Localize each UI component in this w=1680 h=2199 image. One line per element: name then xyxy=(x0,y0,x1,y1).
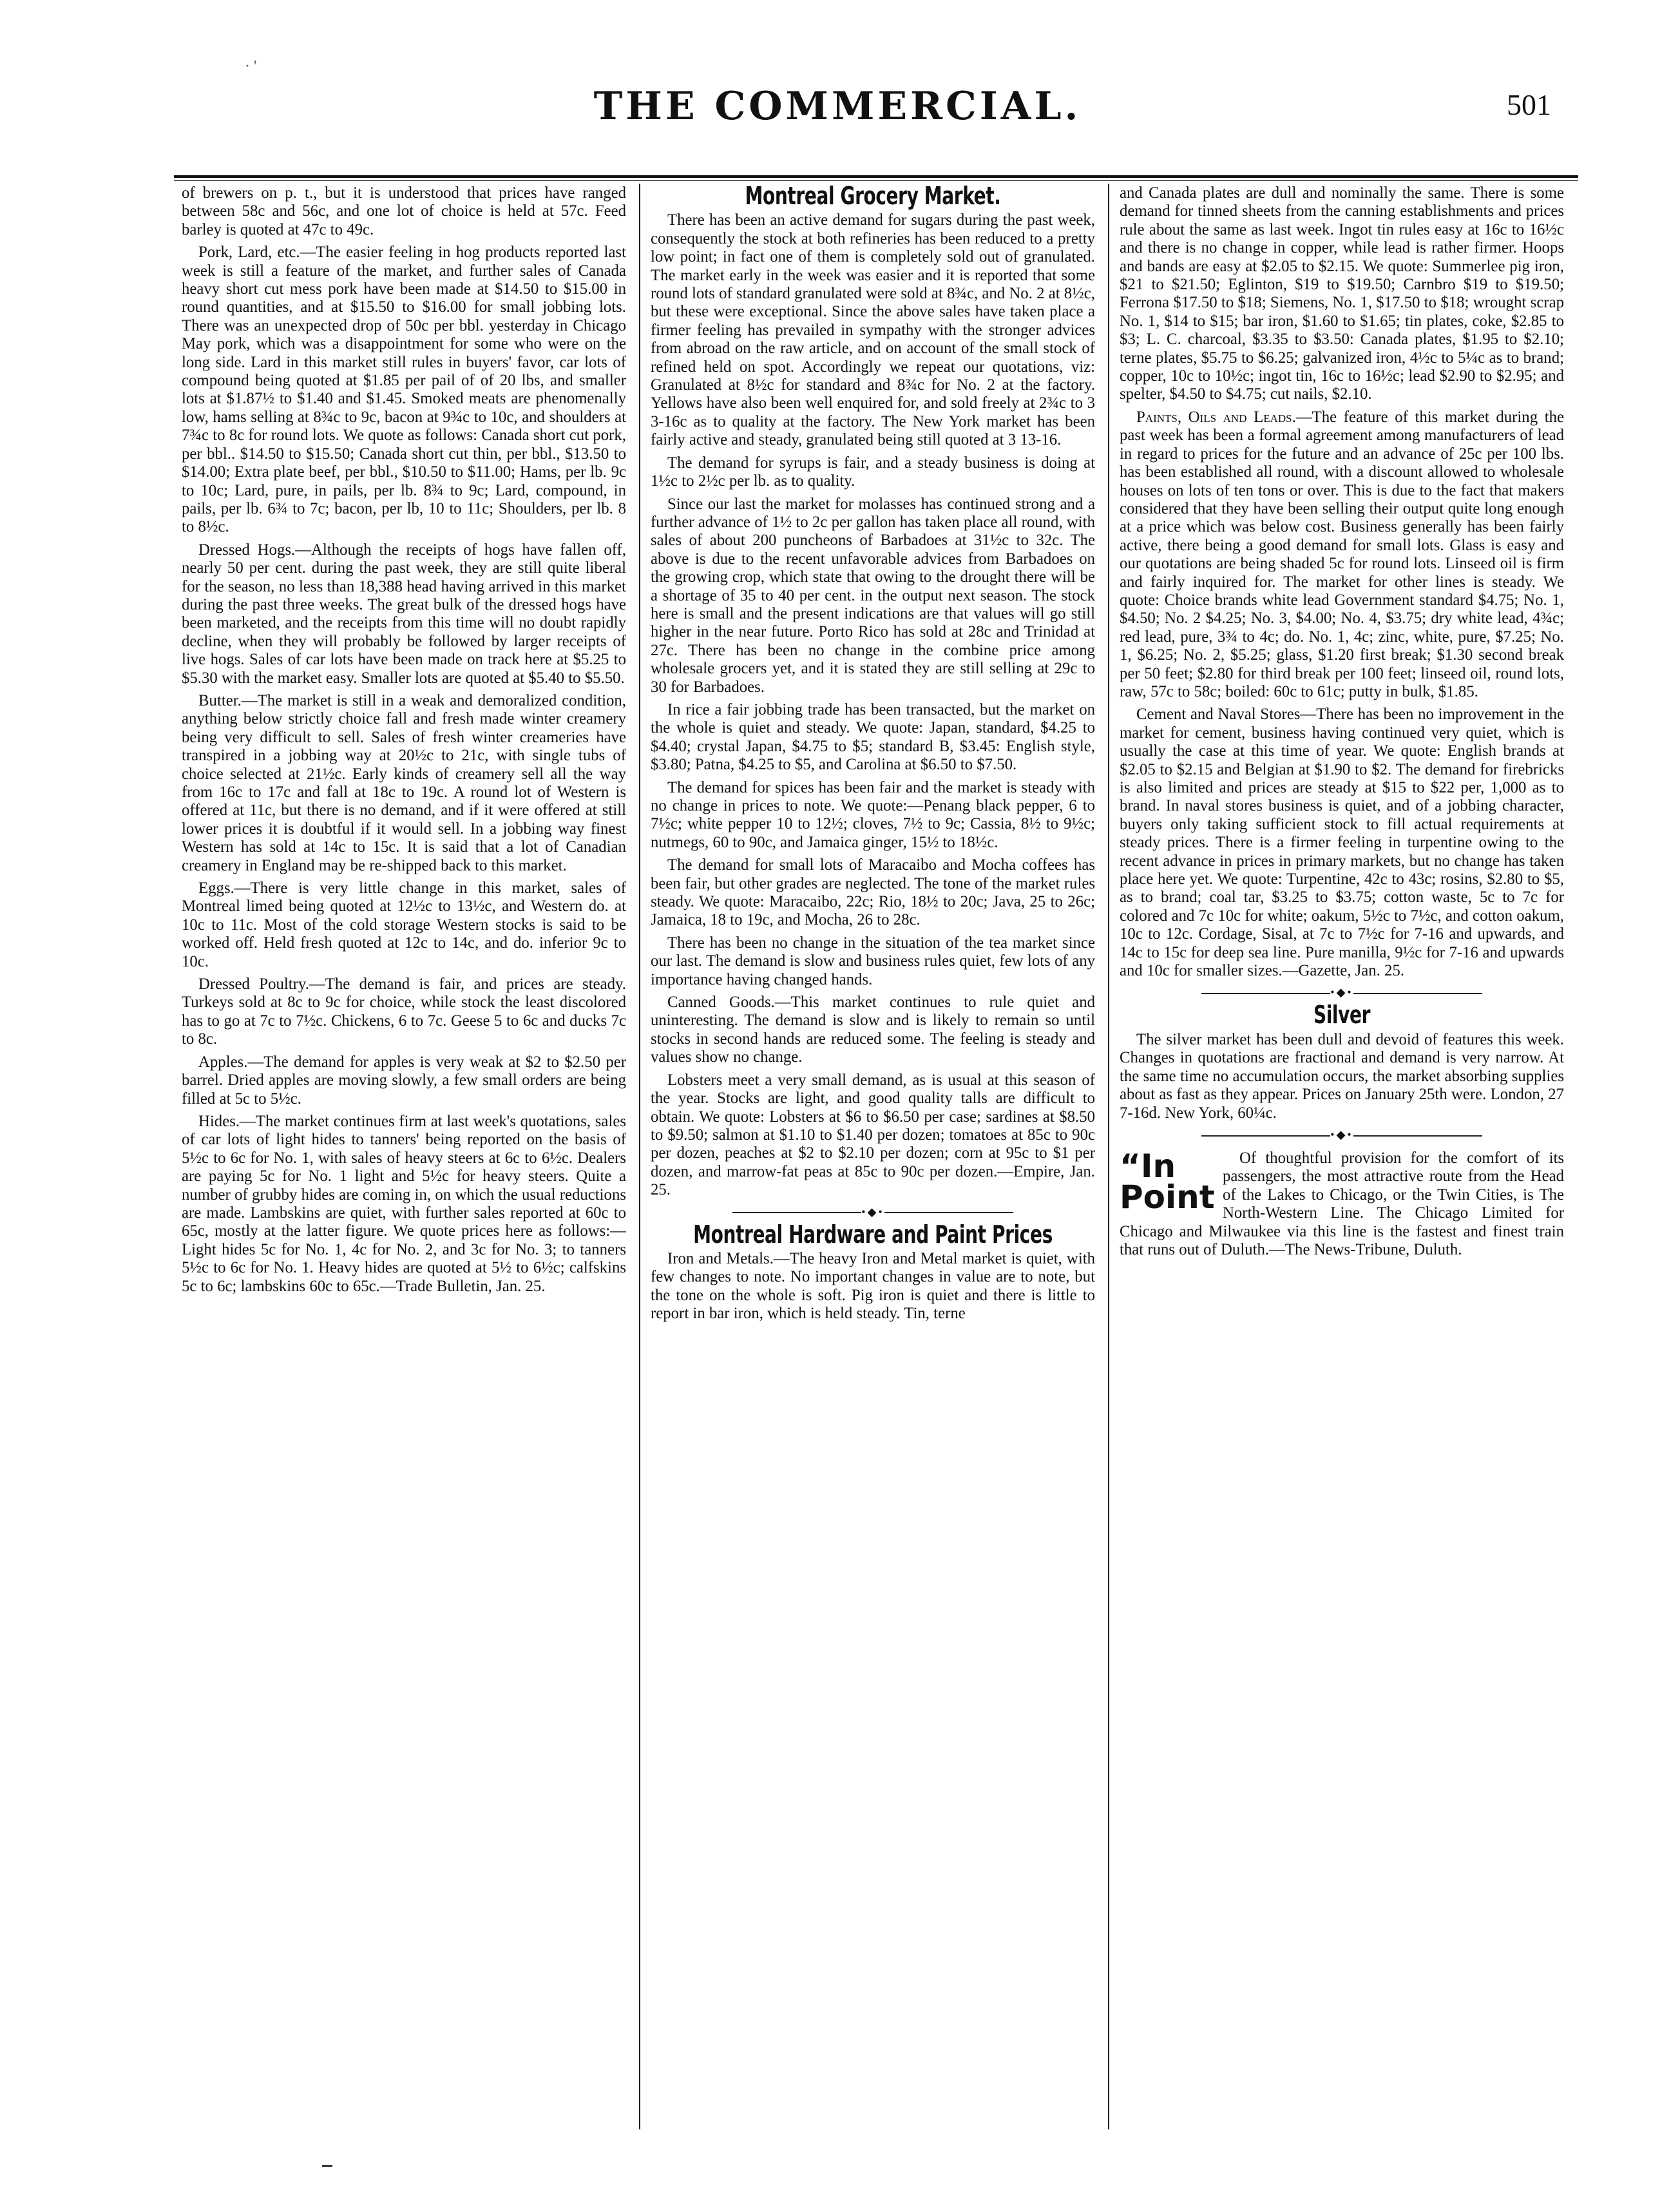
article-paragraph: Hides.—The market continues firm at last week's quotations, sales of car lots of light hides to tanners' being reported on the basis of 5½c to 6c for No. 1, with sales of heavy steers at 6c to 6½c. Dealers are paying 5c for No. 1 light and 5½c for heavy steers. Quite a number of grubby hides are coming in, on which the usual reductions are made. Lambskins are quiet, with further sales reported at 60c to 65c, mostly at the latter figure. We quote prices here as follows:—Light hides 5c for No. 1, 4c for No. 2, and 3c for No. 3; to tanners 5½c to 6c for No. 1. Heavy hides are quoted at 5½ to 6½c; calfskins 5c to 6c; lambskins 60c to 65c.—Trade Bulletin, Jan. 25. xyxy=(182,1112,626,1295)
article-paragraph: Butter.—The market is still in a weak and demoralized condition, anything below strictly choice fall and fresh made winter creamery being very difficult to sell. Sales of fresh winter creameries have transpired in a jobbing way at 20½c to 21c, with single tubs of choice selected at 21½c. Early kinds of creamery sell all the way from 16c to 17c and fall at 18c to 19c. A round lot of Western is offered at 11c, but there is no demand, and if it were offered at still lower prices it is doubtful if it would sell. In a jobbing way finest Western has sold at 14c to 15c. It is said that a lot of Canadian creamery in England may be re-shipped back to this market. xyxy=(182,691,626,874)
article-paragraph: The demand for small lots of Maracaibo and Mocha coffees has been fair, but other grades are neglected. The tone of the market rules steady. We quote: Maracaibo, 22c; Rio, 18½ to 20c; Java, 25 to 26c; Jamaica, 18 to 19c, and Mocha, 26 to 28c. xyxy=(651,856,1095,929)
section-divider: •◆• xyxy=(1120,1129,1564,1140)
paragraph-lead: Paints, Oils and Leads. xyxy=(1136,408,1296,426)
article-paragraph: There has been no change in the situation of the tea market since our last. The demand is slow and business rules quiet, few lots of any importance having changed hands. xyxy=(651,934,1095,988)
section-heading: Silver xyxy=(1313,1001,1371,1030)
column-2 xyxy=(651,184,1095,2130)
page-number: 501 xyxy=(1507,88,1551,121)
article-paragraph xyxy=(1120,408,1564,702)
article-paragraph: Iron and Metals.—The heavy Iron and Metal market is quiet, with few changes to note. No important changes in value are to note, but the tone on the whole is soft. Pig iron is quiet and there is little to report in bar iron, which is held steady. Tin, terne xyxy=(651,1249,1095,1323)
article-paragraph: Canned Goods.—This market continues to rule quiet and uninteresting. The demand is slow and is likely to remain so until stocks in second hands are reduced some. The feeling is steady and values show no change. xyxy=(651,994,1095,1066)
article-paragraph: Cement and Naval Stores—There has been no improvement in the market for cement, business having continued very quiet, which is usually the case at this time of year. We quote: English brands at $2.05 to $2.15 and Belgian at $1.90 to $2. The demand for firebricks is also limited and prices are steady at $15 to $22 per, 1,000 as to brand. In naval stores business is quiet, and of a jobbing character, buyers only taking sufficient stock to fill actual requirements at steady prices. There is a firmer feeling in turpentine owing to the recent advance in prices in primary markets, but no change has taken place here yet. We quote: Turpentine, 42c to 43c; rosins, $2.80 to $5, as to brand; coal tar, $3.25 to $3.75; cotton waste, 5c to 7c for colored and 7c 10c for white; oakum, 5½c to 7½c, and cotton oakum, 10c to 12c. Cordage, Sisal, at 7c to 7½c for 7-16 and upwards, and 14c to 15c for deep sea line. Pure manilla, 9½c for 7-16 and upwards and 10c for smaller sizes.—Gazette, Jan. 25. xyxy=(1120,706,1564,980)
bottom-mark xyxy=(322,2165,332,2167)
ad-text: Of thoughtful provision for the comfort of its passengers, the most attractive route from the Head of the Lakes to Chicago, or the Twin Cities, is The North-Western Line. The Chicago Limited for Chicago and Milwaukee via this line is the fastest and finest train that runs out of Duluth.—The News-Tribune, Duluth. xyxy=(1120,1149,1564,1258)
article-paragraph: Lobsters meet a very small demand, as is usual at this season of the year. Stocks are light, and good quality talls are difficult to obtain. We quote: Lobsters at $6 to $6.50 per case; sardines at $8.50 to $9.50; salmon at $1.10 to $1.40 per dozen; tomatoes at 85c to 90c per dozen, peaches at $2 to $2.10 per dozen; corn at 95c to $1 per dozen, and marrow-fat peas at 85c to 90c per dozen.—Empire, Jan. 25. xyxy=(651,1071,1095,1199)
section-divider: •◆• xyxy=(1120,986,1564,998)
column-divider-2 xyxy=(1108,184,1109,2129)
column-divider-1 xyxy=(639,184,640,2129)
page-header xyxy=(0,84,1680,135)
article-paragraph: Apples.—The demand for apples is very weak at $2 to $2.50 per barrel. Dried apples are moving slowly, a few small orders are being filled at 5c to 5½c. xyxy=(182,1053,626,1108)
paragraph-body: —The feature of this market during the past week has been a formal agreement among manufacturers of lead in regard to prices for the future and an advance of 25c per 100 lbs. has been established all round, with a discount allowed to wholesale houses on lots of ten tons or over. This is due to the fact that makers considered that they have been selling their output quite long enough at a price which was below cost. Business generally has been fairly active, there being a good demand for small lots. Glass is easy and our quotations are being shaded 5c for round lots. Linseed oil is firm and fairly inquired for. The market for other lines is steady. We quote: Choice brands white lead Government standard $4.75; No. 1, $4.50; No. 2 $4.25; No. 3, $4.00; No. 4, $3.75; dry white lead, 4¾c; red lead, pure, 3¾ to 4c; do. No. 1, 4c; zinc, white, pure, $7.25; No. 1, $6.25; No. 2, $5.25; glass, $1.20 first break; $1.30 second break per 50 feet; $2.80 for third break per 100 feet; linseed oil, round lots, raw, 57c to 58c; boiled: 60c to 61c; putty in bulk, $1.85. xyxy=(1120,408,1564,700)
article-paragraph: of brewers on p. t., but it is understood that prices have ranged between 58c and 56c, and one lot of choice is held at 57c. Feed barley is quoted at 47c to 49c. xyxy=(182,184,626,238)
article-paragraph: The demand for spices has been fair and the market is steady with no change in prices to note. We quote:—Penang black pepper, 6 to 7½c; white pepper 10 to 12½; cloves, 7½ to 9c; Cassia, 8½ to 9½c; nutmegs, 60 to 90c, and Jamaica ginger, 15½ to 18½c. xyxy=(651,778,1095,851)
section-heading: Montreal Hardware and Paint Prices xyxy=(693,1220,1053,1249)
margin-mark: · ' xyxy=(245,58,257,75)
article-paragraph: In rice a fair jobbing trade has been transacted, but the market on the whole is quiet and steady. We quote: Japan, standard, $4.25 to $4.40; crystal Japan, $4.75 to $5; standard B, $3.45: English style, $3.80; Patna, $4.25 to $5, and Carolina at $6.50 to $7.50. xyxy=(651,700,1095,774)
article-paragraph: Dressed Poultry.—The demand is fair, and prices are steady. Turkeys sold at 8c to 9c for choice, while stock the least discolored has to go at 7c to 7½c. Chickens, 6 to 7c. Geese 5 to 6c and ducks 7c to 8c. xyxy=(182,975,626,1048)
article-paragraph: Eggs.—There is very little change in this market, sales of Montreal limed being quoted at 12½c to 13½c, and Western do. at 10c to 11c. Most of the cold storage Western stocks is said to be worked off. Held fresh quoted at 12c to 14c, and do. inferior 9c to 10c. xyxy=(182,879,626,970)
article-paragraph: There has been an active demand for sugars during the past week, consequently the stock at both refineries has been reduced to a pretty low point; in fact one of them is completely sold out of granulated. The market early in the week was easier and it is reported that some round lots of standard granulated were sold at 8¾c, and No. 2 at 8½c, but these were exceptional. Since the above sales have taken place a firmer feeling has prevailed in sympathy with the stronger advices from abroad on the raw article, and on account of the small stock of refined held on spot. Accordingly we repeat our quotations, viz: Granulated at 8½c for standard and 8¾c for No. 2 at the factory. Yellows have also been well enquired for, and sold freely at 2¾c to 3 3-16c as to quality at the factory. The New York market has been fairly active and steady, granulated being still quoted at 3 13-16. xyxy=(651,211,1095,449)
article-paragraph: Dressed Hogs.—Although the receipts of hogs have fallen off, nearly 50 per cent. during the past week, they are still quite liberal for the season, no less than 18,388 head having arrived in this market during the past three weeks. The great bulk of the dressed hogs have been marketed, and the receipts from this time will no doubt rapidly decline, when they will probably be followed by larger receipts of live hogs. Sales of car lots have been made on track here at $5.25 to $5.30 with the market easy. Smaller lots are quoted at $5.40 to $5.50. xyxy=(182,541,626,687)
advertisement xyxy=(1120,1149,1564,1259)
section-divider: •◆• xyxy=(651,1206,1095,1218)
header-rule-thin xyxy=(174,180,1578,181)
article-paragraph: The demand for syrups is fair, and a steady business is doing at 1½c to 2½c per lb. as to quality. xyxy=(651,454,1095,490)
article-paragraph: The silver market has been dull and devoid of features this week. Changes in quotations are fractional and demand is very narrow. At the same time no accumulation occurs, the market absorbing supplies about as fast as they appear. Prices on January 25th were. London, 27 7-16d. New York, 60¼c. xyxy=(1120,1030,1564,1122)
header-rule xyxy=(174,175,1578,178)
article-paragraph: Pork, Lard, etc.—The easier feeling in hog products reported last week is still a feature of the market, and further sales of Canada heavy short cut mess pork have been made at $14.50 to $15.00 in round quantities, and at $15.50 to $16.00 for small jobbing lots. There was an unexpected drop of 50c per bbl. yesterday in Chicago May pork, which was a disappointment for some who were on the long side. Lard in this market still rules in buyers' favor, car lots of compound being quoted at $1.85 per pail of of 20 lbs, and smaller lots at $1.87½ to $1.40 and $1.45. Smoked meats are phenomenally low, hams selling at 8¾c to 9c, bacon at 9¾c to 10c, and shoulders at 7¾c to 8c for round lots. We quote as follows: Canada short cut pork, per bbl.. $14.50 to $15.50; Canada short cut thin, per bbl., $13.50 to $14.00; Extra plate beef, per bbl., $10.50 to $11.00; Hams, per lb. 9c to 10c; Lard, pure, in pails, per lb. 8¾ to 9c; Lard, compound, in pails, per lb. 6¾ to 7c; bacon, per lb, 10 to 11c; Shoulders, per lb. 8 to 8½c. xyxy=(182,244,626,536)
article-paragraph: and Canada plates are dull and nominally the same. There is some demand for tinned sheets from the canning establishments and prices rule about the same as last week. Ingot tin rules easy at 16c to 16½c and there is no change in copper, while lead is rather firmer. Hoops and bands are easy at $2.05 to $2.15. We quote: Summerlee pig iron, $21 to $21.50; Eglinton, $19 to $19.50; Carnbro $19 to $19.50; Ferrona $17.50 to $18; Siemens, No. 1, $17.50 to $18; wrought scrap No. 1, $14 to $15; bar iron, $1.60 to $1.65; tin plates, coke, $2.85 to $3; L. C. charcoal, $3.35 to $3.50: Canada plates, $1.95 to $2.10; terne plates, $5.75 to $6.25; galvanized iron, 4½c to 5¼c as to brand; copper, 10c to 10½c; ingot tin, 16c to 16½c; lead $2.90 to $2.95; and spelter, $4.50 to $4.75; cut nails, $2.10. xyxy=(1120,184,1564,403)
section-heading: Montreal Grocery Market. xyxy=(745,184,1001,210)
article-paragraph: Since our last the market for molasses has continued strong and a further advance of 1½ to 2c per gallon has taken place all round, with sales of about 200 puncheons of Barbadoes at 31½c to 32c. The above is due to the recent unfavorable advices from Barbadoes on the growing crop, which state that owing to the drought there will be a shortage of 35 to 40 per cent. in the output next season. The stock here is small and the present indications are that values will go still higher in the near future. Porto Rico has sold at 28c and Trinidad at 27c. There has been no change in the combine price among wholesale grocers yet, and it is stated they are still selling at 29c to 30 for Barbadoes. xyxy=(651,495,1095,696)
column-1 xyxy=(182,184,626,2130)
column-3 xyxy=(1120,184,1564,2130)
ad-headline: “In Point xyxy=(1120,1147,1215,1216)
masthead: THE COMMERCIAL. xyxy=(593,84,1082,129)
